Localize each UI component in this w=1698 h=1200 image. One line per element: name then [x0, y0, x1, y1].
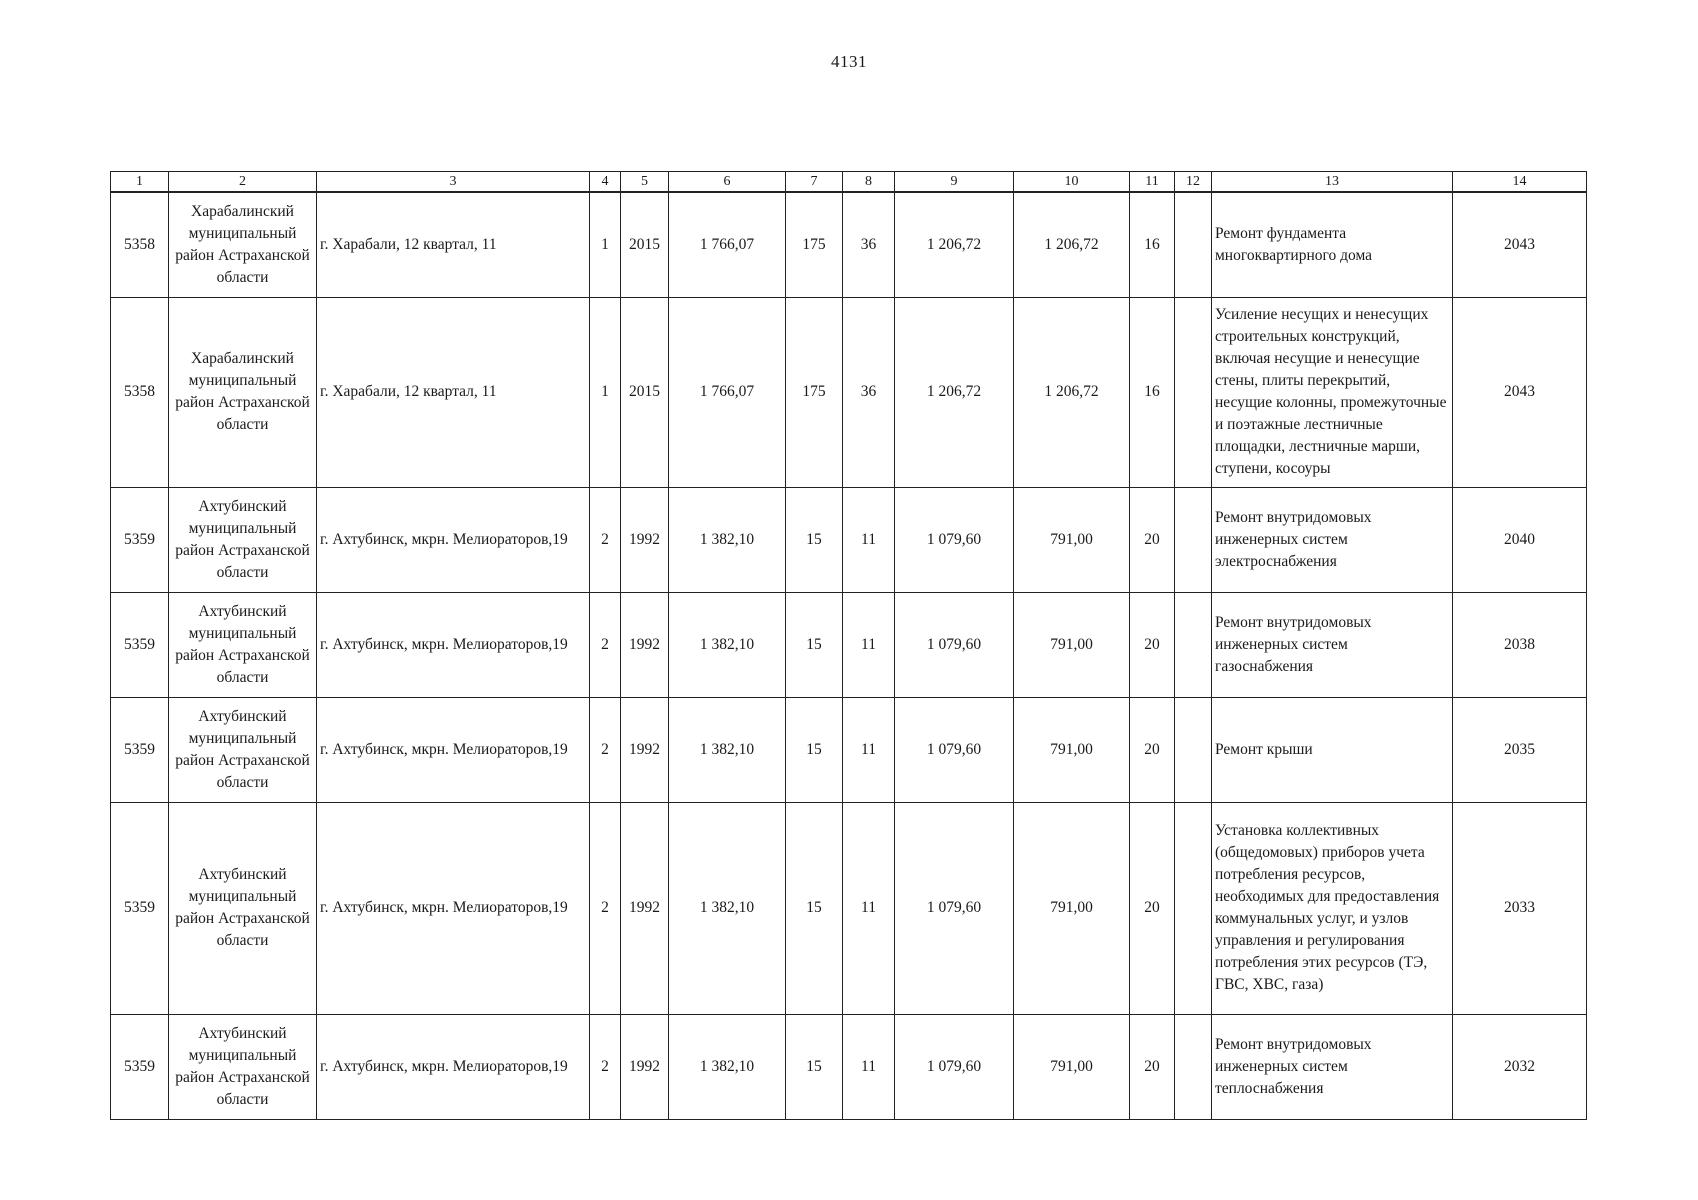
cell-registry-number: 5358	[111, 297, 169, 487]
cell-col-10: 1 206,72	[1014, 192, 1130, 297]
cell-municipality: Харабалинский муниципальный район Астраханской области	[169, 192, 317, 297]
cell-col-10: 791,00	[1014, 592, 1130, 697]
cell-col-4: 1	[590, 297, 621, 487]
column-header: 13	[1212, 172, 1453, 193]
cell-address: г. Ахтубинск, мкрн. Мелиораторов,19	[317, 487, 590, 592]
cell-municipality: Ахтубинский муниципальный район Астраханской области	[169, 802, 317, 1014]
table-row	[111, 297, 1587, 487]
cell-col-12	[1175, 487, 1212, 592]
cell-col-8: 11	[843, 802, 895, 1014]
cell-col-7: 175	[786, 297, 843, 487]
cell-planned-year: 2033	[1453, 802, 1587, 1014]
cell-registry-number: 5359	[111, 802, 169, 1014]
cell-col-4: 1	[590, 192, 621, 297]
cell-registry-number: 5359	[111, 1014, 169, 1119]
cell-col-8: 36	[843, 192, 895, 297]
cell-address: г. Ахтубинск, мкрн. Мелиораторов,19	[317, 592, 590, 697]
cell-address: г. Харабали, 12 квартал, 11	[317, 192, 590, 297]
cell-year: 2015	[621, 192, 669, 297]
cell-col-9: 1 079,60	[895, 697, 1014, 802]
cell-municipality: Ахтубинский муниципальный район Астраханской области	[169, 487, 317, 592]
cell-col-7: 15	[786, 487, 843, 592]
cell-col-12	[1175, 192, 1212, 297]
cell-year: 1992	[621, 697, 669, 802]
cell-col-11: 20	[1130, 592, 1175, 697]
cell-address: г. Харабали, 12 квартал, 11	[317, 297, 590, 487]
cell-year: 1992	[621, 1014, 669, 1119]
cell-col-4: 2	[590, 1014, 621, 1119]
cell-planned-year: 2043	[1453, 192, 1587, 297]
cell-address: г. Ахтубинск, мкрн. Мелиораторов,19	[317, 802, 590, 1014]
table-row	[111, 487, 1587, 592]
cell-col-12	[1175, 1014, 1212, 1119]
cell-address: г. Ахтубинск, мкрн. Мелиораторов,19	[317, 697, 590, 802]
cell-col-8: 11	[843, 592, 895, 697]
column-header: 8	[843, 172, 895, 193]
cell-col-12	[1175, 697, 1212, 802]
cell-address: г. Ахтубинск, мкрн. Мелиораторов,19	[317, 1014, 590, 1119]
column-header: 2	[169, 172, 317, 193]
cell-work-type: Усиление несущих и ненесущих строительных конструкций, включая несущие и ненесущие стены, плиты перекрытий, несущие колонны, промежуточные и поэтажные лестничные площадки, лестничные марши, ступени, косоуры	[1212, 297, 1453, 487]
cell-col-12	[1175, 802, 1212, 1014]
cell-col-11: 20	[1130, 697, 1175, 802]
cell-col-8: 36	[843, 297, 895, 487]
cell-registry-number: 5358	[111, 192, 169, 297]
cell-col-8: 11	[843, 697, 895, 802]
cell-col-4: 2	[590, 802, 621, 1014]
table-row	[111, 697, 1587, 802]
cell-col-8: 11	[843, 487, 895, 592]
cell-work-type: Установка коллективных (общедомовых) приборов учета потребления ресурсов, необходимых для предоставления коммунальных услуг, и узлов управления и регулирования потребления этих ресурсов (ТЭ, ГВС, ХВС, газа)	[1212, 802, 1453, 1014]
cell-registry-number: 5359	[111, 592, 169, 697]
cell-col-12	[1175, 297, 1212, 487]
cell-work-type: Ремонт крыши	[1212, 697, 1453, 802]
cell-total-area: 1 382,10	[669, 1014, 786, 1119]
cell-total-area: 1 382,10	[669, 592, 786, 697]
column-header: 1	[111, 172, 169, 193]
column-header: 5	[621, 172, 669, 193]
cell-planned-year: 2032	[1453, 1014, 1587, 1119]
cell-col-8: 11	[843, 1014, 895, 1119]
cell-col-11: 16	[1130, 297, 1175, 487]
column-header: 14	[1453, 172, 1587, 193]
header-row	[111, 172, 1587, 193]
table-row	[111, 592, 1587, 697]
cell-year: 1992	[621, 802, 669, 1014]
cell-planned-year: 2035	[1453, 697, 1587, 802]
cell-total-area: 1 766,07	[669, 192, 786, 297]
column-header: 4	[590, 172, 621, 193]
page-number: 4131	[831, 52, 867, 71]
cell-col-9: 1 079,60	[895, 487, 1014, 592]
cell-work-type: Ремонт внутридомовых инженерных систем электроснабжения	[1212, 487, 1453, 592]
cell-year: 1992	[621, 487, 669, 592]
cell-col-10: 791,00	[1014, 697, 1130, 802]
cell-col-11: 16	[1130, 192, 1175, 297]
cell-work-type: Ремонт внутридомовых инженерных систем теплоснабжения	[1212, 1014, 1453, 1119]
cell-year: 1992	[621, 592, 669, 697]
cell-col-7: 15	[786, 592, 843, 697]
column-header: 3	[317, 172, 590, 193]
cell-total-area: 1 382,10	[669, 697, 786, 802]
cell-col-9: 1 079,60	[895, 1014, 1014, 1119]
cell-col-4: 2	[590, 697, 621, 802]
cell-col-10: 791,00	[1014, 802, 1130, 1014]
cell-total-area: 1 382,10	[669, 487, 786, 592]
cell-col-11: 20	[1130, 487, 1175, 592]
cell-col-7: 15	[786, 697, 843, 802]
cell-col-11: 20	[1130, 1014, 1175, 1119]
table-row	[111, 1014, 1587, 1119]
cell-col-11: 20	[1130, 802, 1175, 1014]
cell-total-area: 1 766,07	[669, 297, 786, 487]
cell-col-7: 175	[786, 192, 843, 297]
cell-col-9: 1 079,60	[895, 592, 1014, 697]
cell-registry-number: 5359	[111, 487, 169, 592]
table-row	[111, 802, 1587, 1014]
cell-planned-year: 2043	[1453, 297, 1587, 487]
cell-col-10: 1 206,72	[1014, 297, 1130, 487]
cell-col-9: 1 206,72	[895, 297, 1014, 487]
cell-col-4: 2	[590, 592, 621, 697]
cell-municipality: Ахтубинский муниципальный район Астраханской области	[169, 592, 317, 697]
cell-col-10: 791,00	[1014, 487, 1130, 592]
cell-planned-year: 2038	[1453, 592, 1587, 697]
cell-col-7: 15	[786, 802, 843, 1014]
cell-col-7: 15	[786, 1014, 843, 1119]
table-row	[111, 192, 1587, 297]
cell-municipality: Ахтубинский муниципальный район Астраханской области	[169, 1014, 317, 1119]
cell-col-4: 2	[590, 487, 621, 592]
column-header: 10	[1014, 172, 1130, 193]
cell-planned-year: 2040	[1453, 487, 1587, 592]
cell-municipality: Харабалинский муниципальный район Астраханской области	[169, 297, 317, 487]
cell-year: 2015	[621, 297, 669, 487]
cell-col-9: 1 206,72	[895, 192, 1014, 297]
column-header: 7	[786, 172, 843, 193]
cell-col-9: 1 079,60	[895, 802, 1014, 1014]
register-table	[110, 171, 1587, 1120]
cell-work-type: Ремонт фундамента многоквартирного дома	[1212, 192, 1453, 297]
column-header: 6	[669, 172, 786, 193]
cell-registry-number: 5359	[111, 697, 169, 802]
cell-work-type: Ремонт внутридомовых инженерных систем газоснабжения	[1212, 592, 1453, 697]
column-header: 9	[895, 172, 1014, 193]
column-header: 12	[1175, 172, 1212, 193]
column-header: 11	[1130, 172, 1175, 193]
cell-municipality: Ахтубинский муниципальный район Астраханской области	[169, 697, 317, 802]
cell-total-area: 1 382,10	[669, 802, 786, 1014]
cell-col-12	[1175, 592, 1212, 697]
cell-col-10: 791,00	[1014, 1014, 1130, 1119]
